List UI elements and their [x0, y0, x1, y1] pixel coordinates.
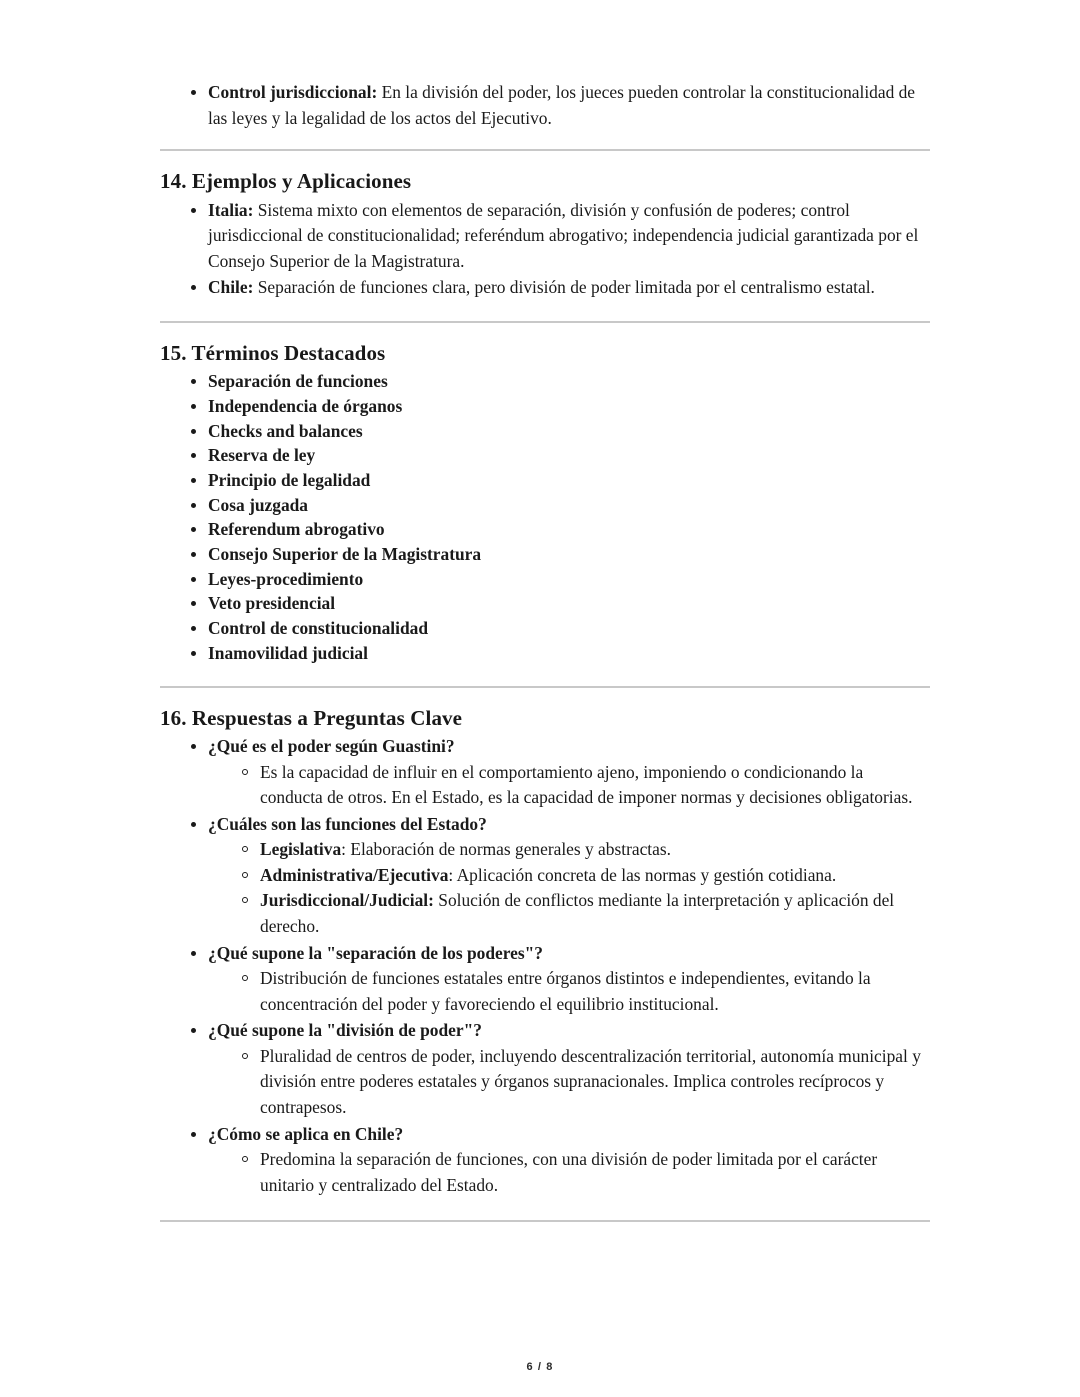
answer-list — [208, 1147, 925, 1198]
question-label: ¿Qué supone la "división de poder"? — [208, 1020, 482, 1041]
question-label: ¿Qué supone la "separación de los poderes"? — [208, 942, 543, 963]
list-item — [155, 369, 925, 394]
term-label: Separación de funciones — [208, 371, 388, 392]
list-item — [208, 1147, 925, 1198]
list-item — [208, 1044, 925, 1121]
page-number-footer: 6 / 8 — [526, 1361, 554, 1373]
term-label: Principio de legalidad — [208, 469, 371, 490]
term-label: Leyes-procedimiento — [208, 568, 364, 589]
list-item — [155, 443, 925, 468]
list-item-text: Sistema mixto con elementos de separación, división y confusión de poderes; control jurisdiccional de constitucionalidad; referéndum abrogativo; independencia judicial garantizada por el Consejo Superior de la Magistratura. — [208, 199, 919, 271]
section-divider — [160, 686, 930, 688]
term-label: Independencia de órganos — [208, 395, 403, 416]
list-item — [155, 1018, 925, 1120]
answer-lead: Administrativa/Ejecutiva — [260, 864, 449, 885]
list-item — [155, 542, 925, 567]
list-item — [208, 863, 925, 889]
list-item — [155, 941, 925, 1018]
term-label: Veto presidencial — [208, 593, 336, 614]
answer-list — [208, 837, 925, 939]
list-item — [208, 837, 925, 863]
list-item — [155, 812, 925, 940]
section-16-list — [155, 734, 925, 1198]
list-item — [208, 760, 925, 811]
term-label: Control de constitucionalidad — [208, 618, 428, 639]
carryover-list — [155, 80, 925, 131]
question-label: ¿Cómo se aplica en Chile? — [208, 1123, 404, 1144]
list-item — [155, 591, 925, 616]
list-item — [155, 198, 925, 275]
section-divider — [160, 149, 930, 151]
answer-list — [208, 1044, 925, 1121]
answer-text: : Aplicación concreta de las normas y gestión cotidiana. — [448, 864, 837, 885]
question-label: ¿Cuáles son las funciones del Estado? — [208, 813, 487, 834]
list-item — [208, 888, 925, 939]
answer-text: Solución de conflictos mediante la interpretación y aplicación del derecho. — [260, 890, 895, 936]
list-item — [155, 468, 925, 493]
answer-list — [208, 966, 925, 1017]
term-label: Referendum abrogativo — [208, 519, 385, 540]
term-label: Reserva de ley — [208, 445, 316, 466]
answer-text: Predomina la separación de funciones, con una división de poder limitada por el carácter unitario y centralizado del Estado. — [260, 1149, 878, 1195]
answer-list — [208, 760, 925, 811]
page-title-section-15: 15. Términos Destacados — [160, 340, 386, 365]
answer-text: Es la capacidad de influir en el comportamiento ajeno, imponiendo o condicionando la conducta de otros. En el Estado, es la capacidad de imponer normas y decisiones obligatorias. — [260, 761, 913, 808]
page-title-section-16: 16. Respuestas a Preguntas Clave — [160, 705, 463, 730]
list-item — [155, 80, 925, 131]
list-item-lead: Control jurisdiccional: — [208, 82, 378, 102]
section-14-list — [155, 198, 925, 301]
answer-text: Pluralidad de centros de poder, incluyendo descentralización territorial, autonomía municipal y división entre poderes estatales y órganos supranacionales. Implica controles recíprocos y contrapesos. — [260, 1045, 921, 1118]
list-item — [155, 641, 925, 666]
list-item — [208, 966, 925, 1017]
list-item — [155, 517, 925, 542]
answer-text: : Elaboración de normas generales y abstractas. — [341, 839, 671, 860]
term-label: Consejo Superior de la Magistratura — [208, 544, 482, 565]
list-item-text: En la división del poder, los jueces pueden controlar la constitucionalidad de las leyes y la legalidad de los actos del Ejecutivo. — [208, 82, 916, 128]
section-divider — [160, 1220, 930, 1222]
list-item — [155, 419, 925, 444]
answer-lead: Jurisdiccional/Judicial: — [260, 890, 434, 911]
list-item — [155, 734, 925, 811]
term-label: Checks and balances — [208, 420, 363, 441]
question-label: ¿Qué es el poder según Guastini? — [208, 735, 455, 756]
answer-text: Distribución de funciones estatales entre órganos distintos e independientes, evitando la concentración del poder y favoreciendo el equilibrio institucional. — [260, 968, 871, 1014]
page-title-section-14: 14. Ejemplos y Aplicaciones — [160, 169, 412, 194]
list-item — [155, 493, 925, 518]
term-label: Cosa juzgada — [208, 494, 309, 515]
list-item — [155, 567, 925, 592]
list-item-lead: Chile: — [208, 277, 254, 298]
section-divider — [160, 321, 930, 323]
list-item-text: Separación de funciones clara, pero división de poder limitada por el centralismo estatal. — [253, 277, 875, 298]
term-label: Inamovilidad judicial — [208, 642, 368, 663]
answer-lead: Legislativa — [260, 839, 342, 860]
section-15-terms-list — [155, 369, 925, 665]
list-item — [155, 394, 925, 419]
list-item — [155, 616, 925, 641]
list-item — [155, 1122, 925, 1199]
list-item — [155, 275, 925, 301]
list-item-lead: Italia: — [208, 199, 254, 220]
